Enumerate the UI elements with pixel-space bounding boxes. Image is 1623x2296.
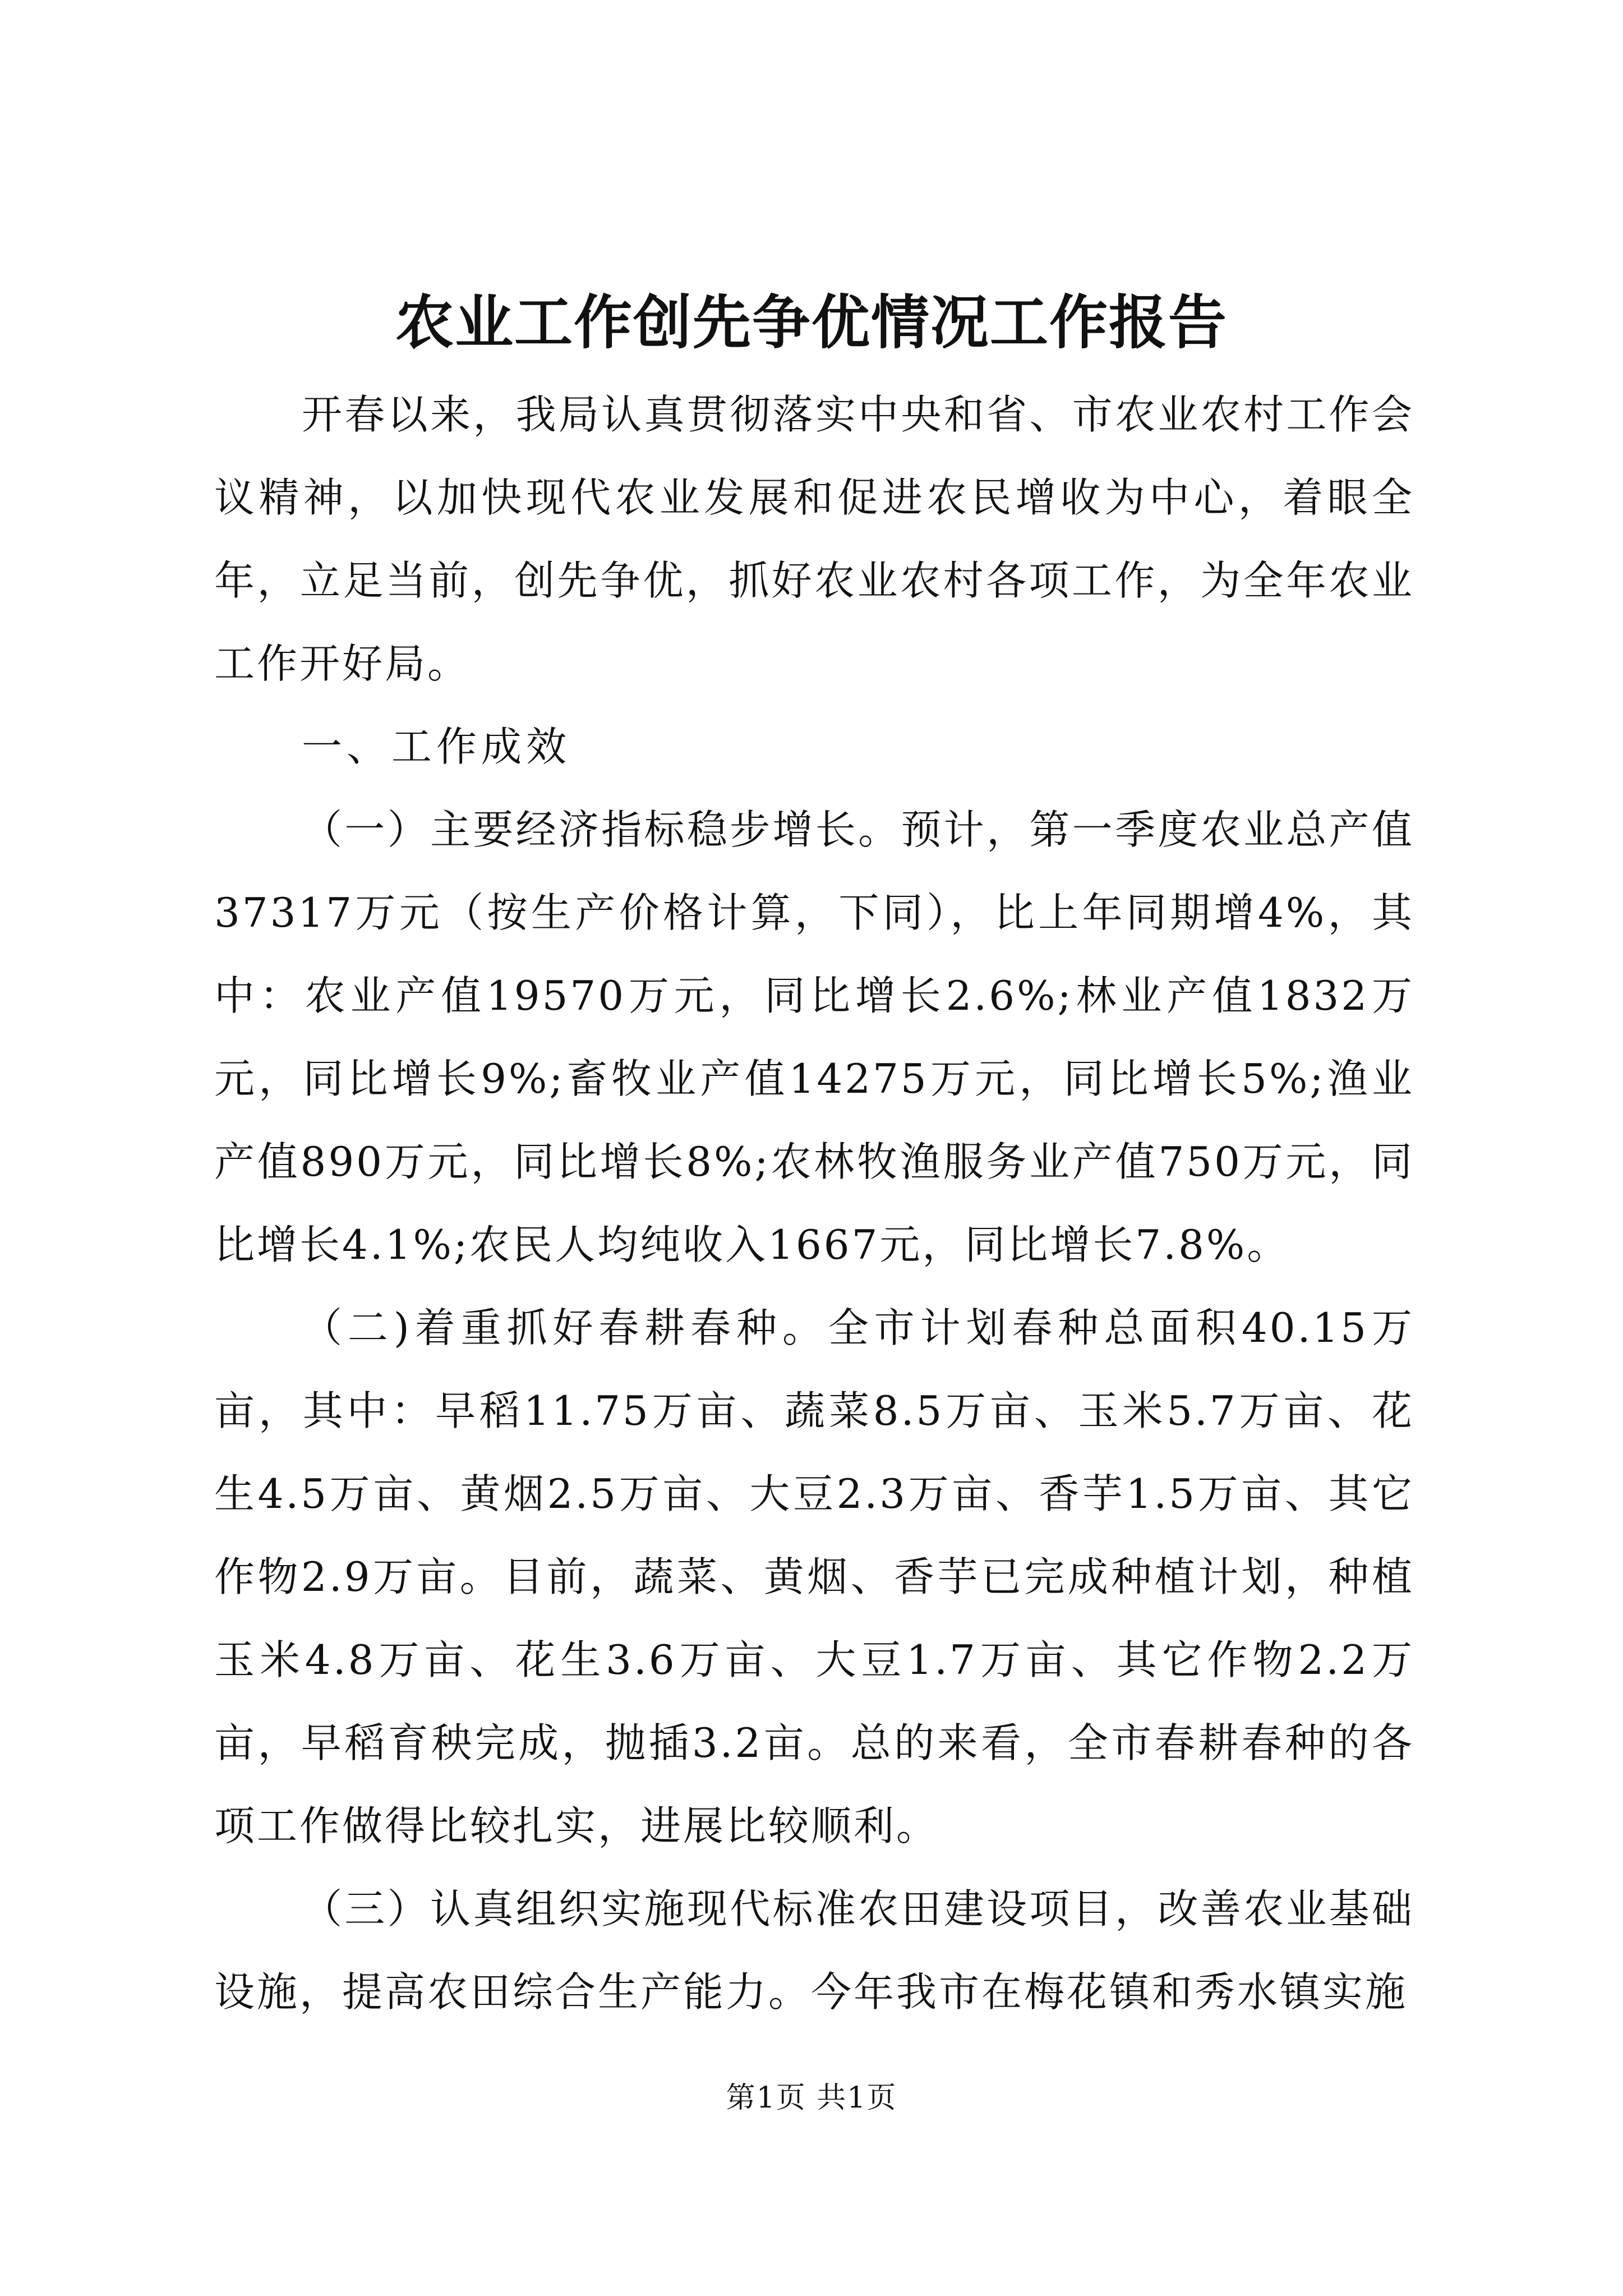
paragraph-farmland-project: （三）认真组织实施现代标准农田建设项目，改善农业基础设施，提高农田综合生产能力。今年我市在梅花镇和秀水镇实施	[214, 1885, 1414, 2016]
paragraph-spring-planting: （二)着重抓好春耕春种。全市计划春种总面积40.15万亩，其中：早稻11.75万亩、蔬菜8.5万亩、玉米5.7万亩、花生4.5万亩、黄烟2.5万亩、大豆2.3万亩、香芋1.5万亩、其它作物2.9万亩。目前，蔬菜、黄烟、香芋已完成种植计划，种植玉米4.8万亩、花生3.6万亩、大豆1.7万亩、其它作物2.2万亩，早稻育秧完成，抛插3.2亩。总的来看，全市春耕春种的各项工作做得比较扎实，进展比较顺利。	[214, 1304, 1414, 1849]
intro-paragraph: 开春以来，我局认真贯彻落实中央和省、市农业农村工作会议精神，以加快现代农业发展和促进农民增收为中心，着眼全年，立足当前，创先争优，抓好农业农村各项工作，为全年农业工作开好局。	[214, 391, 1414, 687]
paragraph-economic-indicators: （一）主要经济指标稳步增长。预计，第一季度农业总产值37317万元（按生产价格计算，下同），比上年同期增4%，其中：农业产值19570万元，同比增长2.6%;林业产值1832万元，同比增长9%;畜牧业产值14275万元，同比增长5%;渔业产值890万元，同比增长8%;农林牧渔服务业产值750万元，同比增长4.1%;农民人均纯收入1667元，同比增长7.8%。	[214, 806, 1414, 1268]
document-title: 农业工作创先争优情况工作报告	[395, 288, 1228, 357]
document-body	[214, 373, 1414, 2033]
section-heading: 一、工作成效	[302, 723, 571, 770]
page-footer: 第1页 共1页	[726, 2081, 897, 2115]
